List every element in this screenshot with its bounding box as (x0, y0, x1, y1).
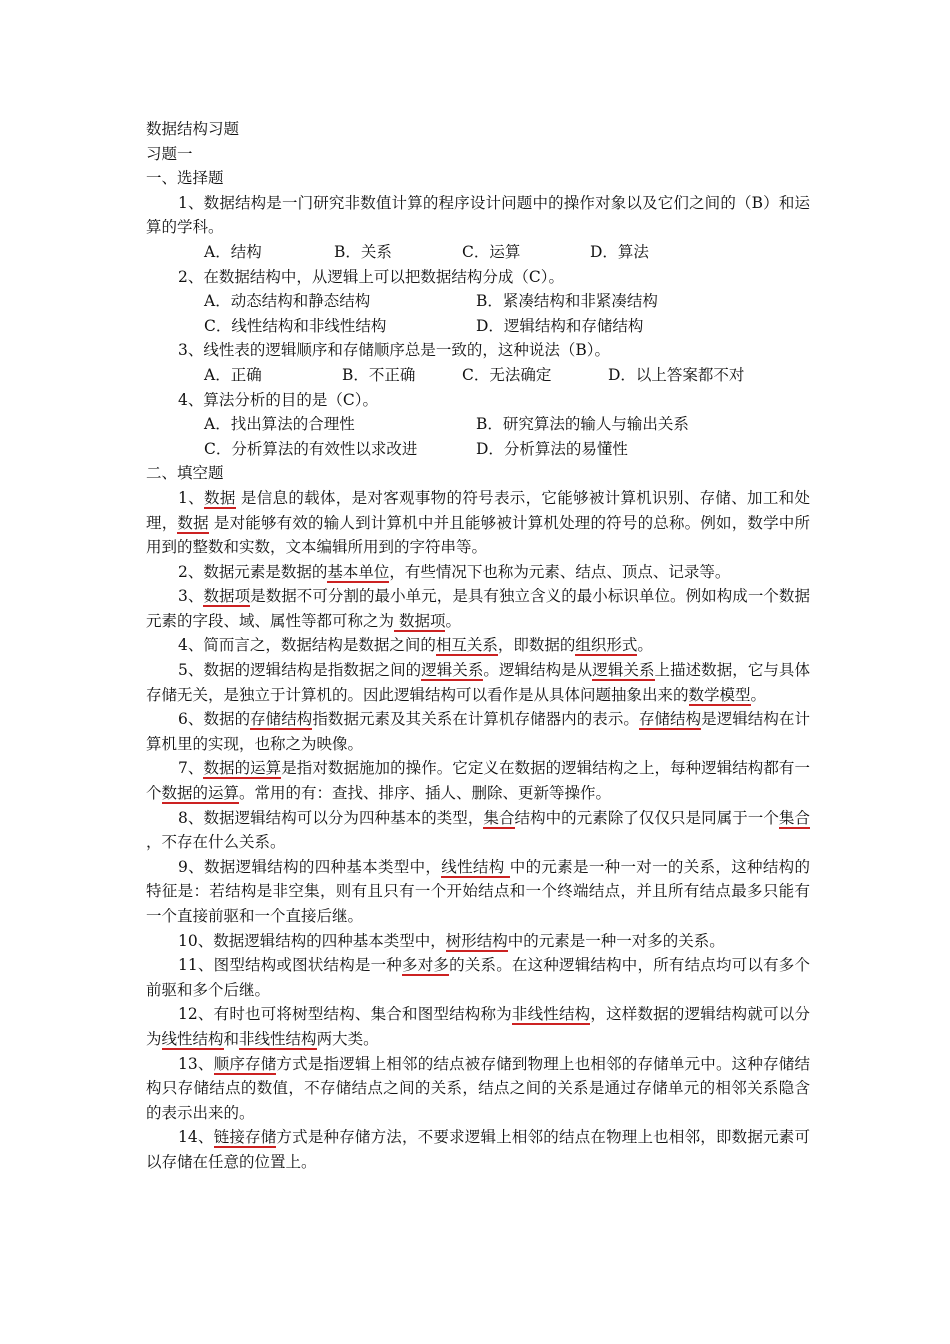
fill-5 (146, 658, 810, 707)
fill-8 (146, 806, 810, 855)
text: 和 (223, 1029, 240, 1048)
answer-underline: 集合 (483, 808, 515, 827)
text: 6、数据的 (178, 710, 251, 729)
text: 。 (445, 611, 461, 630)
answer-underline: 顺序存储 (213, 1054, 277, 1073)
text: 中的元素是一种一对多的关系。 (507, 931, 725, 950)
section-heading-fill: 二、填空题 (146, 464, 224, 483)
answer-underline: 存储结构 (638, 710, 702, 729)
question-2-options (146, 289, 810, 314)
fill-1 (146, 486, 810, 560)
text: 12、有时也可将树型结构、集合和图型结构称为 (178, 1005, 512, 1024)
answer-underline: 基本单位 (327, 562, 390, 581)
answer-underline: 数据项 (394, 611, 446, 630)
fill-4 (146, 633, 810, 658)
text: 7、 (178, 759, 204, 778)
text: 是数据不可分割的最小单元，是具有独立含义的最小标识单位。例如构成一个数据元素的字段、域、属性等都可称之为 (146, 587, 810, 630)
text: 。常用的有：查找、排序、插人、删除、更新等操作。 (239, 784, 612, 803)
option: A．动态结构和静态结构 (204, 292, 371, 311)
chapter-heading: 习题一 (146, 144, 193, 163)
option: B．紧凑结构和非紧凑结构 (476, 292, 658, 311)
text: ，不存在什么关系。 (146, 833, 286, 852)
text: 上描述数据，它与具体存储无关，是独立于计算机的。因此逻辑结构可以看作是从具体问题抽象出来的 (146, 661, 810, 704)
answer-underline: 数据的运算 (203, 759, 282, 778)
option: C．运算 (462, 242, 521, 261)
text: 4、简而言之，数据结构是数据之间的 (178, 636, 436, 655)
text: 1、 (178, 488, 204, 507)
question-1-options (146, 240, 810, 265)
text: 是逻辑结构在计算机里的实现，也称之为映像。 (146, 710, 810, 753)
question-1: 1、数据结构是一门研究非数值计算的程序设计问题中的操作对象以及它们之间的（B）和运算的学科。 (146, 193, 810, 237)
question-4-options (146, 412, 810, 437)
option: A．结构 (204, 242, 262, 261)
fill-11 (146, 953, 810, 1002)
text: 是指对数据施加的操作。它定义在数据的逻辑结构之上，每种逻辑结构都有一个 (146, 759, 810, 803)
text: 是对能够有效的输人到计算机中并且能够被计算机处理的符号的总称。例如，数学中所用到的整数和实数，文本编辑所用到的字符串等。 (146, 513, 810, 557)
text: 中的元素是一种一对一的关系，这种结构的特征是：若结构是非空集，则有且只有一个开始结点和一个终端结点，并且所有结点最多只能有一个直接前驱和一个直接后继。 (146, 857, 810, 925)
text: 方式是指逻辑上相邻的结点被存储到物理上也相邻的存储单元中。这种存储结构只存储结点的数值，不存储结点之间的关系，结点之间的关系是通过存储单元的相邻关系隐含的表示出来的。 (146, 1054, 810, 1122)
document-title: 数据结构习题 (146, 120, 240, 138)
option: C．分析算法的有效性以求改进 (204, 439, 418, 458)
answer-underline: 逻辑关系 (421, 661, 484, 680)
fill-14 (146, 1125, 810, 1174)
text: 8、数据逻辑结构可以分为四种基本的类型， (178, 808, 484, 827)
option: B．研究算法的输人与输出关系 (476, 415, 689, 434)
option: B．不正确 (342, 365, 416, 384)
answer-underline: 线性结构 (441, 857, 510, 876)
text: 结构中的元素除了仅仅只是同属于一个 (514, 808, 779, 827)
answer-underline: 数据项 (203, 587, 251, 606)
fill-12 (146, 1002, 810, 1051)
text: 指数据元素及其关系在计算机存储器内的表示。 (312, 710, 639, 729)
text: 方式是种存储方法，不要求逻辑上相邻的结点在物理上也相邻，即数据元素可以存储在任意的位置上。 (146, 1128, 810, 1171)
answer-underline: 相互关系 (435, 636, 498, 655)
answer-underline: 数据 (177, 513, 209, 532)
fill-10 (146, 929, 810, 954)
fill-6 (146, 707, 810, 756)
fill-7 (146, 756, 810, 805)
answer-underline: 数据的运算 (161, 784, 240, 803)
text: 11、图型结构或图状结构是一种 (178, 956, 403, 975)
text: 。逻辑结构是从 (483, 661, 593, 680)
question-3-options (146, 363, 810, 388)
text: ，这样数据的逻辑结构就可以分为 (146, 1005, 810, 1048)
question-2-options (146, 314, 810, 339)
option: B．关系 (334, 242, 392, 261)
option: A．找出算法的合理性 (204, 415, 355, 434)
answer-underline: 非线性结构 (511, 1005, 591, 1024)
answer-underline: 链接存储 (213, 1128, 277, 1147)
option: A．正确 (204, 365, 262, 384)
document-body (146, 117, 810, 1175)
text: 。 (750, 685, 767, 704)
text: 10、数据逻辑结构的四种基本类型中， (178, 931, 446, 950)
answer-underline: 存储结构 (250, 710, 313, 729)
answer-underline: 逻辑关系 (592, 661, 655, 680)
question-2: 2、在数据结构中，从逻辑上可以把数据结构分成（C）。 (178, 267, 564, 286)
option: C．线性结构和非线性结构 (204, 316, 387, 335)
text: 5、数据的逻辑结构是指数据之间的 (178, 661, 422, 680)
text: 2、数据元素是数据的 (178, 562, 328, 581)
text: 。 (637, 636, 653, 655)
text: 9、数据逻辑结构的四种基本类型中， (178, 857, 442, 876)
question-4-options (146, 437, 810, 462)
question-3: 3、线性表的逻辑顺序和存储顺序总是一致的，这种说法（B）。 (178, 341, 611, 360)
text: 是信息的载体，是对客观事物的符号表示，它能够被计算机识别、存储、加工和处理， (146, 488, 810, 532)
option: D．以上答案都不对 (608, 365, 745, 384)
answer-underline: 数据 (204, 488, 236, 507)
answer-underline: 线性结构 (161, 1029, 224, 1048)
text: ，有些情况下也称为元素、结点、顶点、记录等。 (389, 562, 731, 581)
answer-underline: 多对多 (402, 956, 450, 975)
text: ，即数据的 (497, 636, 576, 655)
answer-underline: 组织形式 (575, 636, 638, 655)
text: 的关系。在这种逻辑结构中，所有结点均可以有多个前驱和多个后继。 (146, 956, 810, 999)
text: 两大类。 (316, 1029, 379, 1048)
answer-underline: 非线性结构 (239, 1029, 317, 1048)
option: D．逻辑结构和存储结构 (476, 316, 644, 335)
section-heading-choice: 一、选择题 (146, 169, 224, 188)
answer-underline: 集合 (778, 808, 810, 827)
text: 14、 (178, 1128, 214, 1147)
fill-9 (146, 855, 810, 929)
text: 13、 (178, 1054, 214, 1073)
question-4: 4、算法分析的目的是（C）。 (178, 390, 378, 409)
option: C．无法确定 (462, 365, 552, 384)
option: D．分析算法的易懂性 (476, 439, 628, 458)
fill-2 (146, 560, 810, 585)
answer-underline: 数学模型 (688, 685, 751, 704)
fill-3 (146, 584, 810, 633)
text: 3、 (178, 587, 204, 606)
answer-underline: 树形结构 (445, 931, 508, 950)
option: D．算法 (590, 242, 649, 261)
fill-13 (146, 1052, 810, 1126)
